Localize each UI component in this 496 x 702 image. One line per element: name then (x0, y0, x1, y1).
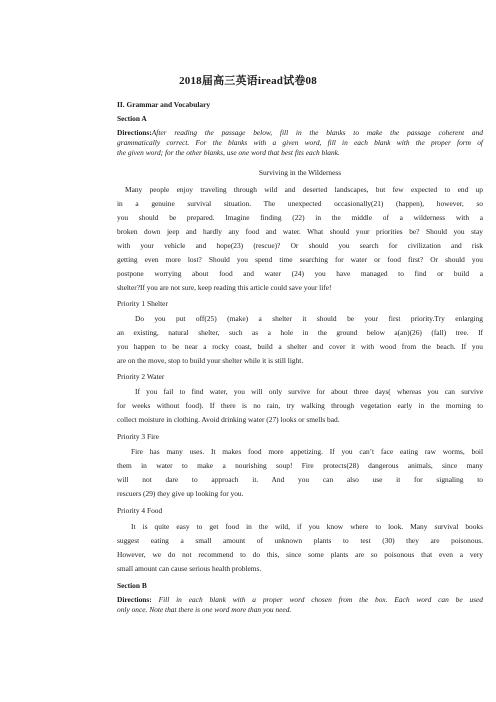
passage-line: for weeks without food). If there is no rain, try walking through vegetation early in the morning to (117, 401, 483, 410)
directions-label: Directions: (117, 128, 152, 137)
passage-line: Do you put off(25) (make) a shelter it should be your first priority.Try enlarging (135, 314, 483, 323)
passage-line: small amount can cause serious health problems. (117, 564, 262, 573)
passage-line: getting even more lost? Should you spend time searching for water or food first? Or should you (117, 255, 483, 264)
priority-1-heading: Priority 1 Shelter (117, 299, 168, 308)
passage-line: However, we do not recommend to do this, since some plants are so poisonous that even a very (117, 550, 483, 559)
passage-line: It is quite easy to get food in the wild, if you know where to look. Many survival books (131, 522, 483, 531)
section-b-directions-line-2: only once. Note that there is one word more than you need. (117, 605, 292, 614)
passage-line: rescuers (29) they give up looking for you. (117, 489, 244, 498)
section-a-directions-line-2: grammatically correct. For the blanks with a given word, fill in each blank with the proper form of (117, 138, 483, 147)
section-b-directions-label: Directions: (117, 595, 152, 604)
section-b-directions-text: Fill in each blank with a proper word chosen from the box. Each word can be used (151, 595, 483, 604)
passage-line: with your vehicle and hope(23) (rescue)? Or should you search for civilization and risk (117, 241, 483, 250)
passage-line: collect moisture in clothing. Avoid drinking water (27) looks or smells bad. (117, 415, 340, 424)
passage-line: postpone worrying about food and water (24) you have managed to find or build a (117, 269, 483, 278)
passage-line: them in water to make a nourishing soup! Fire protects(28) dangerous animals, since many (117, 461, 483, 470)
priority-4-heading: Priority 4 Food (117, 506, 163, 515)
section-a-label: Section A (117, 114, 147, 123)
document-title: 2018届高三英语iread试卷08 (179, 75, 317, 87)
passage-line: Fire has many uses. It makes food more appetizing. If you can’t face eating raw worms, boil (131, 447, 483, 456)
directions-text: After reading the passage below, fill in the blanks to make the passage coherent and (151, 128, 483, 137)
section-b-directions-line-1 (117, 596, 483, 604)
section-a-directions-line-3: the given word; for the other blanks, use one word that best fits each blank. (117, 148, 340, 157)
passage-line: If you fail to find water, you will only survive for about three days( whereas you can survive (135, 387, 483, 396)
passage-line: you should be prepared. Imagine finding (22) in the middle of a wilderness with a (117, 213, 483, 222)
passage-line: an existing, natural shelter, such as a hole in the ground below a(an)(26) (fall) tree. If (117, 328, 483, 337)
section-b-label: Section B (117, 581, 147, 590)
section-a-directions-line-1 (117, 129, 483, 137)
section-heading: II. Grammar and Vocabulary (117, 100, 211, 109)
priority-2-heading: Priority 2 Water (117, 372, 165, 381)
passage-line: you happen to be near a rocky coast, build a shelter and cover it with wood from the beach. If you (117, 342, 483, 351)
passage-title: Surviving in the Wilderness (258, 168, 342, 177)
passage-line: broken down jeep and hardly any food and water. What should your priorities be? Should you stay (117, 227, 483, 236)
passage-line: are on the move, stop to build your shelter while it is still light. (117, 356, 304, 365)
passage-line: in a genuine survival situation. The unexpected occasionally(21) (happen), however, so (117, 199, 483, 208)
passage-line: will not dare to approach it. And you can also use it for signaling to (117, 475, 483, 484)
passage-line: suggest eating a small amount of unknown plants to test (30) they are poisonous. (117, 536, 483, 545)
priority-3-heading: Priority 3 Fire (117, 432, 159, 441)
passage-line: shelter?If you are not sure, keep reading this article could save your life! (117, 283, 332, 292)
passage-line: Many people enjoy traveling through wild and deserted landscapes, but few expected to end up (125, 185, 483, 194)
